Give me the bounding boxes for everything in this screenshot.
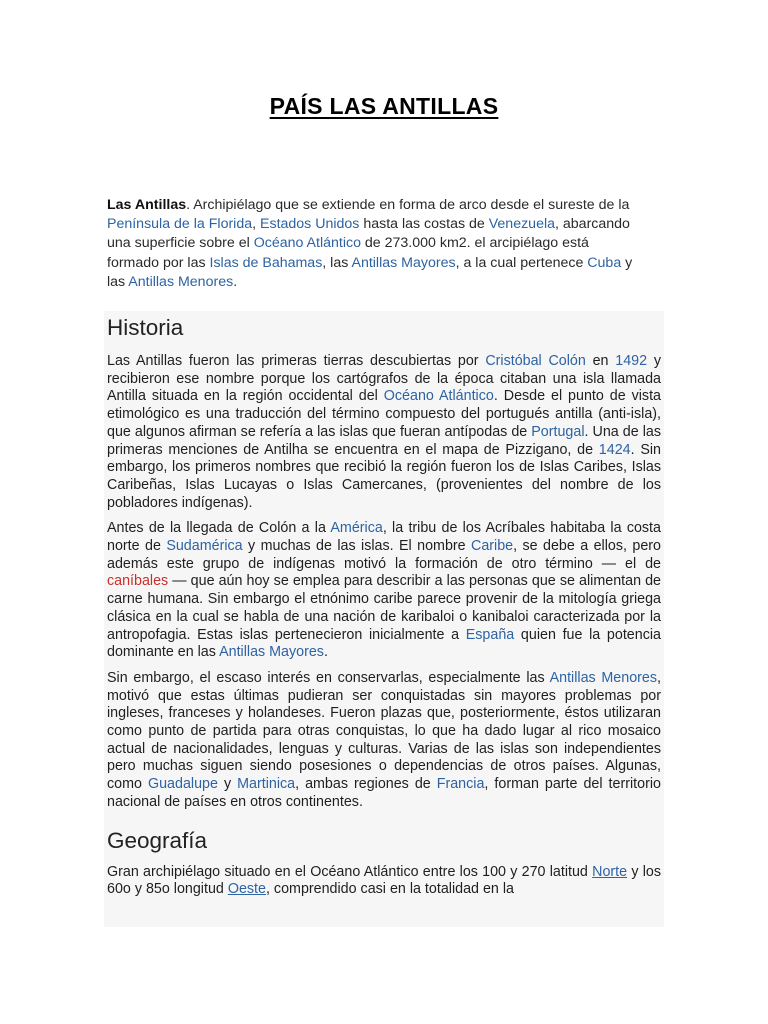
intro-text: de 273.000 km2. el arcipiélago está formado por las bbox=[107, 235, 589, 271]
historia-paragraph-2 bbox=[107, 520, 661, 662]
link-peninsula-florida[interactable]: Península de la Florida bbox=[107, 216, 253, 233]
link-islas-bahamas[interactable]: Islas de Bahamas bbox=[209, 254, 323, 271]
intro-text: . Archipiélago que se extiende en forma de arco desde el sureste de la bbox=[186, 197, 630, 213]
link-francia[interactable]: Francia bbox=[436, 776, 485, 793]
intro-text: . bbox=[233, 273, 238, 290]
intro-text: , a la cual pertenece bbox=[455, 254, 588, 271]
paragraph-text: , forman parte del territorio nacional de países en otros continentes. bbox=[107, 776, 661, 810]
article-panel bbox=[104, 311, 664, 927]
paragraph-text: . bbox=[323, 644, 328, 661]
section-heading-historia: Historia bbox=[107, 315, 184, 340]
paragraph-text: Las Antillas fueron las primeras tierras descubiertas por bbox=[107, 353, 486, 369]
link-norte[interactable]: Norte bbox=[592, 863, 628, 880]
article-content bbox=[104, 313, 664, 899]
intro-text: y las bbox=[107, 254, 633, 290]
geografia-paragraph-1 bbox=[107, 864, 661, 899]
paragraph-text: quien fue la potencia dominante en las bbox=[107, 626, 661, 661]
intro-paragraph bbox=[107, 196, 637, 292]
paragraph-text: , se debe a ellos, pero además este grupo de indígenas motivó la formación de otro término — el de bbox=[107, 538, 661, 572]
link-estados-unidos[interactable]: Estados Unidos bbox=[260, 216, 360, 233]
link-oeste[interactable]: Oeste bbox=[227, 881, 266, 898]
paragraph-text: y bbox=[217, 776, 238, 793]
paragraph-text: Antes de la llegada de Colón a la bbox=[107, 520, 331, 537]
link-oceano-atlantico[interactable]: Océano Atlántico bbox=[383, 388, 494, 405]
section-heading-geografia: Geografía bbox=[107, 827, 208, 853]
link-cristobal-colon[interactable]: Cristóbal Colón bbox=[485, 353, 586, 369]
paragraph-text: Gran archipiélago situado en el Océano Atlántico entre los 100 y 270 latitud bbox=[107, 863, 593, 880]
link-martinica[interactable]: Martinica bbox=[237, 776, 296, 793]
intro-text: , bbox=[252, 216, 261, 233]
historia-paragraph-1 bbox=[107, 353, 661, 512]
link-canibales[interactable]: caníbales bbox=[107, 573, 169, 590]
paragraph-text: en bbox=[585, 353, 616, 369]
link-antillas-menores[interactable]: Antillas Menores bbox=[128, 273, 234, 290]
link-antillas-menores[interactable]: Antillas Menores bbox=[549, 669, 658, 686]
paragraph-text: . Sin embargo, los primeros nombres que recibió la región fueron los de Islas Caribes, Islas Caribeñas, Islas Lucayas o Islas Camercanes, (provenientes del nombre de los pobladores indígenas). bbox=[107, 441, 661, 511]
intro-text: , abarcando una superficie sobre el bbox=[107, 216, 630, 252]
paragraph-text: Sin embargo, el escaso interés en conservarlas, especialmente las bbox=[107, 669, 550, 686]
paragraph-text: y recibieron ese nombre porque los cartógrafos de la época citaban una isla llamada Antilla situada en la región occidental del bbox=[107, 353, 662, 405]
page-title: PAÍS LAS ANTILLAS bbox=[269, 93, 499, 119]
paragraph-text: , ambas regiones de bbox=[295, 776, 437, 793]
link-1424[interactable]: 1424 bbox=[598, 441, 631, 458]
link-venezuela[interactable]: Venezuela bbox=[488, 216, 556, 233]
paragraph-text: , la tribu de los Acríbales habitaba la costa norte de bbox=[107, 520, 661, 555]
link-espana[interactable]: España bbox=[465, 626, 515, 643]
historia-paragraph-3 bbox=[107, 670, 661, 812]
intro-text: hasta las costas de bbox=[359, 216, 489, 233]
link-antillas-mayores[interactable]: Antillas Mayores bbox=[219, 644, 324, 661]
link-antillas-mayores[interactable]: Antillas Mayores bbox=[351, 254, 456, 271]
intro-text: , las bbox=[322, 254, 352, 271]
link-caribe[interactable]: Caribe bbox=[471, 538, 514, 555]
intro-term: Las Antillas bbox=[107, 197, 187, 213]
paragraph-text: — que aún hoy se emplea para describir a las personas que se alimentan de carne humana. Sin embargo el etnónimo caribe parece provenir de la mitología griega clásica en la cual se habla de una nación de karibaloi o kanibaloi caracterizada por la antropofagia. Estas islas pertenecieron inicialmente a bbox=[107, 573, 661, 643]
link-guadalupe[interactable]: Guadalupe bbox=[147, 776, 218, 793]
paragraph-text: , comprendido casi en la totalidad en la bbox=[265, 881, 514, 898]
paragraph-text: . Una de las primeras menciones de Antilha se encuentra en el mapa de Pizzigano, de bbox=[107, 423, 661, 458]
paragraph-text: , motivó que estas últimas pudieran ser conquistadas sin mayores problemas por ingleses, franceses y holandeses. Fueron plazas que, posteriormente, éstos utilizaran como punto de partida para otras conquistas, lo que ha dado lugar al rico mosaico actual de nacionalidades, lenguas y culturas. Varias de las islas son independientes pero muchas siguen siendo posesiones o dependencias de otros países. Algunas, como bbox=[107, 669, 662, 793]
link-america[interactable]: América bbox=[330, 520, 383, 537]
link-sudamerica[interactable]: Sudamérica bbox=[166, 538, 243, 555]
link-cuba[interactable]: Cuba bbox=[587, 254, 622, 271]
paragraph-text: y muchas de las islas. El nombre bbox=[242, 538, 472, 555]
paragraph-text: . Desde el punto de vista etimológico es una traducción del término compuesto del portugués antilla (anti-isla), que algunos afirman se refería a las islas que fueran antípodas de bbox=[107, 388, 661, 440]
link-oceano-atlantico[interactable]: Océano Atlántico bbox=[253, 235, 361, 252]
link-portugal[interactable]: Portugal bbox=[531, 423, 585, 440]
paragraph-text: y los 60o y 85o longitud bbox=[107, 863, 661, 898]
link-1492[interactable]: 1492 bbox=[615, 353, 648, 369]
